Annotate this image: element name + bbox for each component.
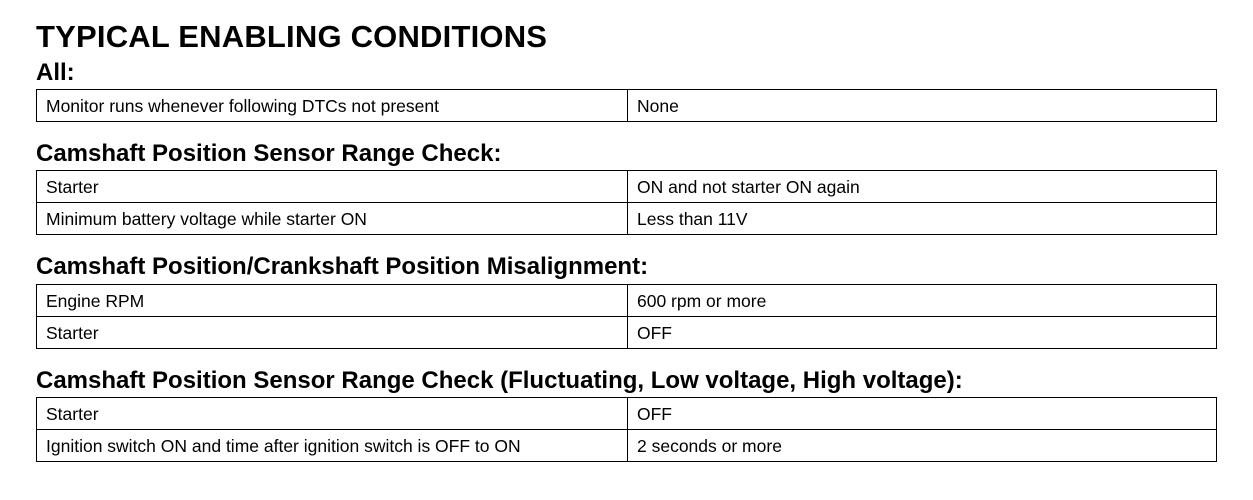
table-row xyxy=(37,171,1217,203)
section-heading-misalignment: Camshaft Position/Crankshaft Position Misalignment: xyxy=(36,253,649,280)
conditions-table-misalignment xyxy=(36,284,1217,349)
conditions-table-all xyxy=(36,89,1217,122)
condition-name: Monitor runs whenever following DTCs not present xyxy=(37,90,628,122)
condition-value: 600 rpm or more xyxy=(628,285,1217,317)
condition-name: Ignition switch ON and time after ignition switch is OFF to ON xyxy=(37,430,628,462)
conditions-table-cmp-range-check-fluctuating xyxy=(36,397,1217,462)
condition-value: OFF xyxy=(628,398,1217,430)
table-row xyxy=(37,398,1217,430)
table-row xyxy=(37,285,1217,317)
table-row xyxy=(37,430,1217,462)
page-title: TYPICAL ENABLING CONDITIONS xyxy=(36,19,548,54)
conditions-table-cmp-range-check xyxy=(36,170,1217,235)
condition-value: OFF xyxy=(628,317,1217,349)
condition-name: Starter xyxy=(37,171,628,203)
condition-name: Engine RPM xyxy=(37,285,628,317)
condition-value: None xyxy=(628,90,1217,122)
section-heading-cmp-range-check-fluctuating: Camshaft Position Sensor Range Check (Fluctuating, Low voltage, High voltage): xyxy=(36,367,963,394)
table-row xyxy=(37,317,1217,349)
condition-name: Starter xyxy=(37,317,628,349)
table-row xyxy=(37,90,1217,122)
condition-value: 2 seconds or more xyxy=(628,430,1217,462)
section-heading-all: All: xyxy=(36,59,75,86)
section-heading-cmp-range-check: Camshaft Position Sensor Range Check: xyxy=(36,140,502,167)
table-row xyxy=(37,203,1217,235)
condition-name: Starter xyxy=(37,398,628,430)
condition-value: Less than 11V xyxy=(628,203,1217,235)
condition-name: Minimum battery voltage while starter ON xyxy=(37,203,628,235)
condition-value: ON and not starter ON again xyxy=(628,171,1217,203)
